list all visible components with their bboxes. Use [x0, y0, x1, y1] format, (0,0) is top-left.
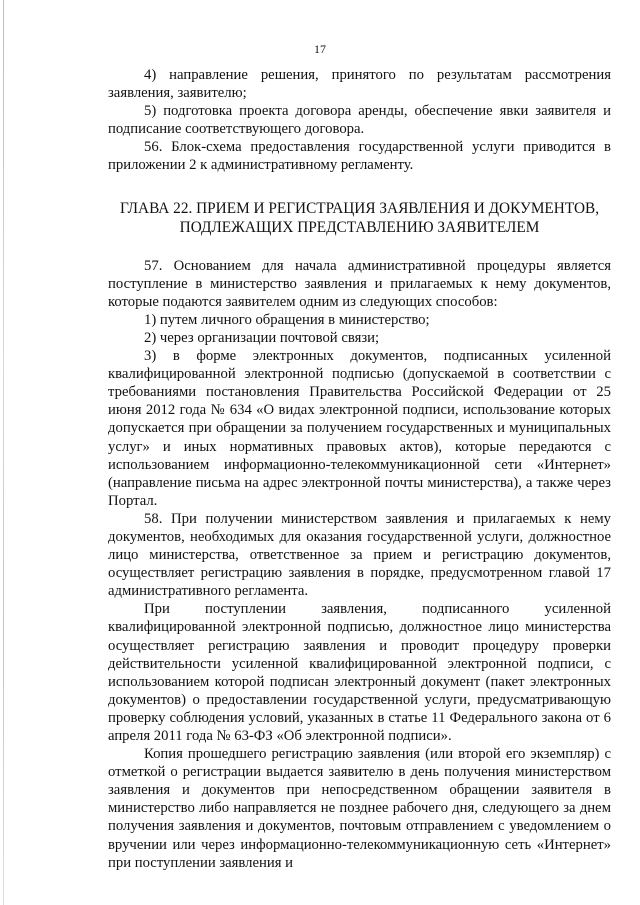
chapter-heading [108, 199, 611, 237]
chapter-heading-line-2: ПОДЛЕЖАЩИХ ПРЕДСТАВЛЕНИЮ ЗАЯВИТЕЛЕМ [179, 218, 540, 236]
list-item-2: 2) через организации почтовой связи; [144, 329, 380, 346]
paragraph-registration-copy: Копия прошедшего регистрацию заявления (или второй его экземпляр) с отметкой о регистрации выдается заявителю в день получения министерством заявления и документов при непосредственном обращении заявителя в министерство либо направляется не позднее рабочего дня, следующего за днем получения заявления и документов, почтовым отправлением с уведомлением о вручении или через информационно-телекоммуникационную сеть «Интернет» при поступлении заявления и [108, 746, 611, 871]
list-item-3: 3) в форме электронных документов, подписанных усиленной квалифицированной электронной подписью (допускаемой в соответствии с требованиями постановления Правительства Российской Федерации от 25 июня 2012 года № 634 «О видах электронной подписи, использование которых допускается при обращении за получением государственных и муниципальных услуг» и иных нормативных правовых актов), которые передаются с использованием информационно-телекоммуникационной сети «Интернет» (направление письма на адрес электронной почты министерства), а также через Портал. [108, 348, 611, 509]
page-content [108, 66, 611, 872]
list-item-4: 4) направление решения, принятого по результатам рассмотрения заявления, заявителю; [108, 67, 611, 102]
paragraph-57: 57. Основанием для начала административной процедуры является поступление в министерство заявления и прилагаемых к нему документов, которые подаются заявителем одним из следующих способов: [108, 257, 611, 310]
scan-edge-line [3, 0, 4, 905]
list-item-5: 5) подготовка проекта договора аренды, обеспечение явки заявителя и подписание соответствующего договора. [108, 103, 611, 138]
list-item-1: 1) путем личного обращения в министерство; [144, 311, 430, 328]
chapter-heading-line-1: ГЛАВА 22. ПРИЕМ И РЕГИСТРАЦИЯ ЗАЯВЛЕНИЯ И ДОКУМЕНТОВ, [119, 199, 600, 217]
paragraph-56: 56. Блок-схема предоставления государственной услуги приводится в приложении 2 к административному регламенту. [108, 139, 611, 174]
page-number: 17 [314, 42, 326, 56]
paragraph-58: 58. При получении министерством заявления и прилагаемых к нему документов, необходимых для оказания государственной услуги, должностное лицо министерства, ответственное за прием и регистрацию документов, осуществляет регистрацию заявления в порядке, предусмотренном главой 17 административного регламента. [108, 510, 611, 600]
paragraph-electronic-signature: При поступлении заявления, подписанного усиленной квалифицированной электронной подписью, должностное лицо министерства осуществляет регистрацию заявления и проводит процедуру проверки действительности усиленной квалифицированной электронной подписи, с использованием которой подписан электронный документ (пакет электронных документов) о предоставлении государственной услуги, предусматривающую проверку соблюдения условий, указанных в статье 11 Федерального закона от 6 апреля 2011 года № 63-ФЗ «Об электронной подписи». [108, 601, 611, 744]
